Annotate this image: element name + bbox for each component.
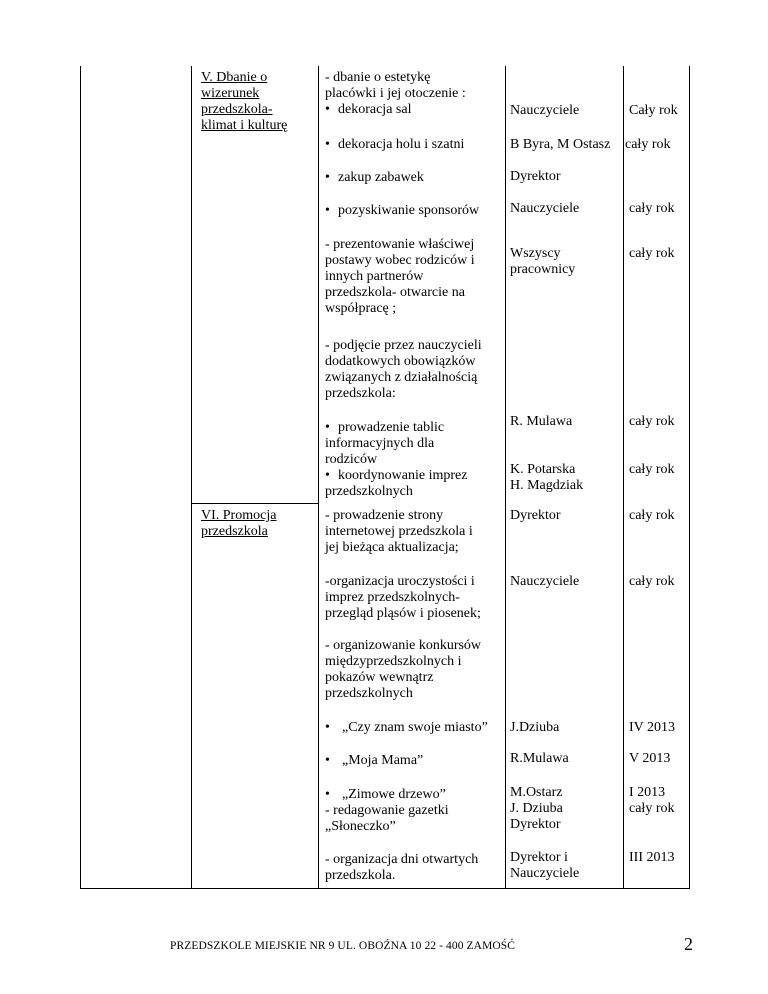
task-bullet-text: „Zimowe drzewo” <box>342 787 446 802</box>
responsible-text: B Byra, M Ostasz <box>510 137 611 152</box>
term-text: cały rok <box>629 574 675 589</box>
responsible-text: R. Mulawa <box>510 414 573 429</box>
section-title-vi: VI. Promocja przedszkola <box>201 508 277 539</box>
section-divider <box>191 503 318 504</box>
bullet-icon: • <box>325 102 330 117</box>
table-border-bottom <box>80 888 690 889</box>
bullet-icon: • <box>325 720 330 735</box>
table-border-left <box>80 66 81 888</box>
task-bullet-text: dekoracja holu i szatni <box>338 137 465 152</box>
responsible-text: Nauczyciele <box>510 201 580 216</box>
task-bullet-text: prowadzenie tablic <box>338 420 445 435</box>
page-footer: PRZEDSZKOLE MIEJSKIE NR 9 UL. OBOŹNA 10 22 - 400 ZAMOŚĆ <box>170 940 516 952</box>
bullet-icon: • <box>325 170 330 185</box>
task-text: informacyjnych dla rodziców <box>325 436 435 467</box>
table-border-right <box>689 66 690 888</box>
task-bullet-text: „Moja Mama” <box>342 753 424 768</box>
table-border-col2 <box>318 66 319 888</box>
bullet-icon: • <box>325 137 330 152</box>
term-text: cały rok <box>629 462 675 477</box>
bullet-icon: • <box>325 753 330 768</box>
bullet-icon: • <box>325 468 330 483</box>
term-text: Cały rok <box>629 103 678 118</box>
task-text: przedszkolnych <box>325 484 413 499</box>
task-text: - organizacja dni otwartych przedszkola. <box>325 852 479 883</box>
page-number: 2 <box>684 934 693 954</box>
term-text: cały rok <box>625 137 671 152</box>
responsible-text: Wszyscy pracownicy <box>510 246 576 277</box>
term-text: V 2013 <box>629 751 671 766</box>
task-bullet-text: koordynowanie imprez <box>338 468 468 483</box>
task-text: - podjęcie przez nauczycieli dodatkowych obowiązków związanych z działalnością przedszkola: <box>325 338 482 401</box>
task-text: - prezentowanie właściwej postawy wobec rodziców i innych partnerów przedszkola- otwarcie na współpracę ; <box>325 237 475 316</box>
term-text: cały rok <box>629 508 675 523</box>
task-text: - redagowanie gazetki „Słoneczko” <box>325 803 449 834</box>
task-bullet-text: dekoracja sal <box>338 102 412 117</box>
responsible-text: J.Dziuba <box>510 720 560 735</box>
responsible-text: Dyrektor <box>510 169 561 184</box>
task-text: -organizacja uroczystości i imprez przedszkolnych- przegląd pląsów i piosenek; <box>325 574 481 621</box>
task-text: - organizowanie konkursów międzyprzedszkolnych i pokazów wewnątrz przedszkolnych <box>325 638 482 701</box>
responsible-text: Dyrektor <box>510 508 561 523</box>
section-title-v: V. Dbanie o wizerunek przedszkola- klimat i kulturę <box>201 70 288 133</box>
task-text: - dbanie o estetykę placówki i jej otoczenie : <box>325 70 466 101</box>
term-text: IV 2013 <box>629 720 676 735</box>
task-bullet-text: zakup zabawek <box>338 170 424 185</box>
term-text: cały rok <box>629 201 675 216</box>
bullet-icon: • <box>325 203 330 218</box>
table-border-col4 <box>623 66 624 888</box>
term-text: cały rok <box>629 246 675 261</box>
term-text: III 2013 <box>629 850 675 865</box>
responsible-text: Nauczyciele <box>510 103 580 118</box>
bullet-icon: • <box>325 787 330 802</box>
table-border-col3 <box>505 66 506 888</box>
table-border-col1 <box>191 66 192 888</box>
task-bullet-text: „Czy znam swoje miasto” <box>342 720 488 735</box>
task-bullet-text: pozyskiwanie sponsorów <box>338 203 480 218</box>
responsible-text: R.Mulawa <box>510 751 569 766</box>
responsible-text: Nauczyciele <box>510 574 580 589</box>
term-text: I 2013 cały rok <box>629 785 675 816</box>
responsible-text: Dyrektor i Nauczyciele <box>510 850 580 881</box>
responsible-text: M.Ostarz J. Dziuba Dyrektor <box>510 785 563 832</box>
term-text: cały rok <box>629 414 675 429</box>
responsible-text: K. Potarska H. Magdziak <box>510 462 584 493</box>
bullet-icon: • <box>325 420 330 435</box>
task-text: - prowadzenie strony internetowej przedszkola i jej bieżąca aktualizacja; <box>325 508 473 555</box>
